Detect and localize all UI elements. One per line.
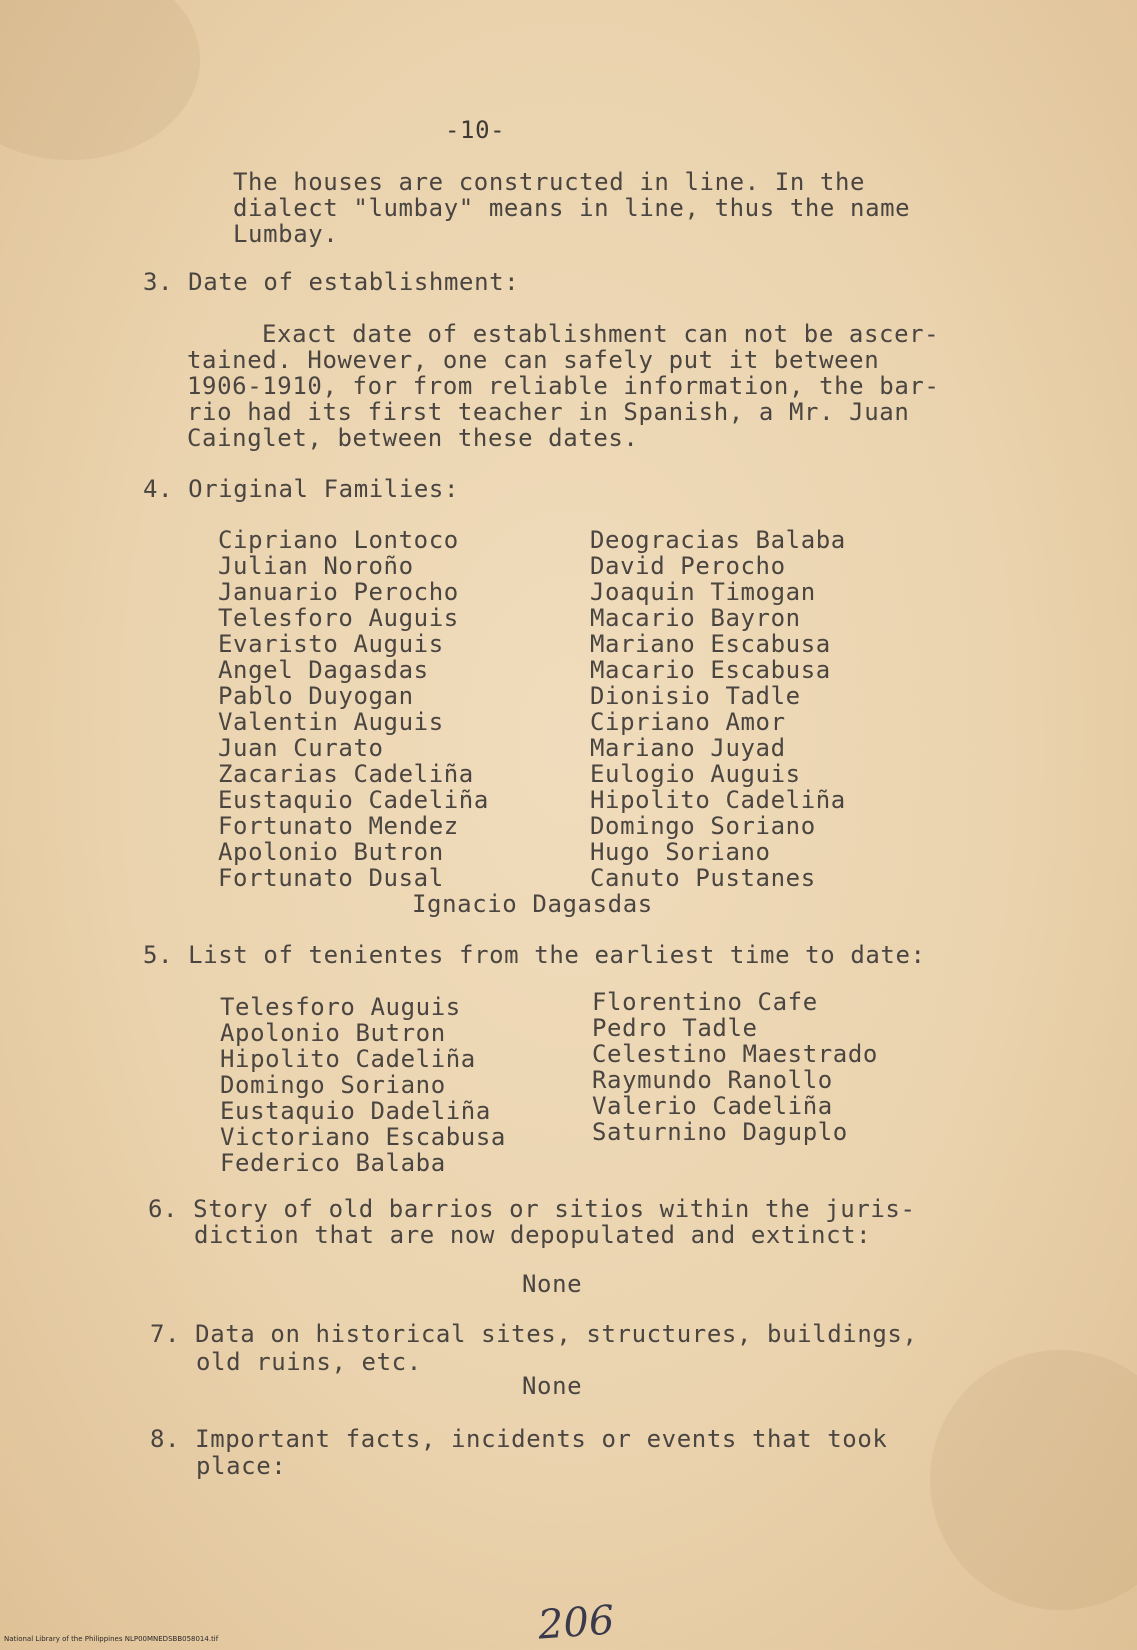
teniente-name: Telesforo Auguis	[220, 993, 461, 1021]
section-7-heading-cont: old ruins, etc.	[196, 1348, 422, 1376]
family-name: Angel Dagasdas	[218, 656, 429, 684]
intro-line: dialect "lumbay" means in line, thus the name	[233, 194, 911, 222]
family-name: Julian Noroño	[218, 552, 414, 580]
family-name: Zacarias Cadeliña	[218, 760, 474, 788]
family-name: Pablo Duyogan	[218, 682, 414, 710]
family-name: Hipolito Cadeliña	[590, 786, 846, 814]
teniente-name: Hipolito Cadeliña	[220, 1045, 476, 1073]
teniente-name: Eustaquio Dadeliña	[220, 1097, 491, 1125]
section-8-heading-cont: place:	[196, 1452, 287, 1480]
family-name: David Perocho	[590, 552, 786, 580]
section-4-heading: 4. Original Families:	[143, 475, 460, 503]
family-name: Ignacio Dagasdas	[412, 890, 653, 918]
paper-stain	[0, 0, 200, 160]
intro-line: The houses are constructed in line. In the	[233, 168, 866, 196]
teniente-name: Victoriano Escabusa	[220, 1123, 506, 1151]
family-name: Eustaquio Cadeliña	[218, 786, 489, 814]
section-6-heading: 6. Story of old barrios or sitios within the juris-	[148, 1195, 916, 1223]
family-name: Domingo Soriano	[590, 812, 816, 840]
section-3-line: tained. However, one can safely put it between	[187, 346, 880, 374]
family-name: Dionisio Tadle	[590, 682, 801, 710]
teniente-name: Saturnino Daguplo	[592, 1118, 848, 1146]
family-name: Macario Bayron	[590, 604, 801, 632]
family-name: Deogracias Balaba	[590, 526, 846, 554]
family-name: Valentin Auguis	[218, 708, 444, 736]
family-name: Hugo Soriano	[590, 838, 771, 866]
section-7-answer: None	[522, 1372, 583, 1400]
family-name: Macario Escabusa	[590, 656, 831, 684]
section-8-heading: 8. Important facts, incidents or events that took	[150, 1425, 888, 1453]
page-number: -10-	[445, 116, 506, 144]
teniente-name: Domingo Soriano	[220, 1071, 446, 1099]
family-name: Apolonio Butron	[218, 838, 444, 866]
family-name: Fortunato Dusal	[218, 864, 444, 892]
family-name: Telesforo Auguis	[218, 604, 459, 632]
teniente-name: Apolonio Butron	[220, 1019, 446, 1047]
teniente-name: Federico Balaba	[220, 1149, 446, 1177]
teniente-name: Valerio Cadeliña	[592, 1092, 833, 1120]
teniente-name: Florentino Cafe	[592, 988, 818, 1016]
teniente-name: Celestino Maestrado	[592, 1040, 878, 1068]
section-6-heading-cont: diction that are now depopulated and extinct:	[194, 1221, 872, 1249]
section-3-line: Cainglet, between these dates.	[187, 424, 639, 452]
section-3-line: rio had its first teacher in Spanish, a Mr. Juan	[187, 398, 910, 426]
family-name: Joaquin Timogan	[590, 578, 816, 606]
section-3-heading: 3. Date of establishment:	[143, 268, 520, 296]
section-6-answer: None	[522, 1270, 583, 1298]
family-name: Eulogio Auguis	[590, 760, 801, 788]
scan-footer: National Library of the Philippines NLP00MNEDSBB058014.tif	[4, 1635, 219, 1643]
section-3-line: Exact date of establishment can not be ascer-	[262, 320, 940, 348]
teniente-name: Raymundo Ranollo	[592, 1066, 833, 1094]
family-name: Januario Perocho	[218, 578, 459, 606]
family-name: Fortunato Mendez	[218, 812, 459, 840]
teniente-name: Pedro Tadle	[592, 1014, 758, 1042]
family-name: Juan Curato	[218, 734, 384, 762]
family-name: Cipriano Amor	[590, 708, 786, 736]
family-name: Mariano Juyad	[590, 734, 786, 762]
intro-line: Lumbay.	[233, 220, 339, 248]
paper-stain	[930, 1350, 1137, 1610]
family-name: Canuto Pustanes	[590, 864, 816, 892]
family-name: Mariano Escabusa	[590, 630, 831, 658]
section-7-heading: 7. Data on historical sites, structures, buildings,	[150, 1320, 918, 1348]
family-name: Evaristo Auguis	[218, 630, 444, 658]
section-3-line: 1906-1910, for from reliable information, the bar-	[187, 372, 940, 400]
family-name: Cipriano Lontoco	[218, 526, 459, 554]
section-5-heading: 5. List of tenientes from the earliest time to date:	[143, 941, 926, 969]
handwritten-page-number: 206	[536, 1597, 616, 1649]
